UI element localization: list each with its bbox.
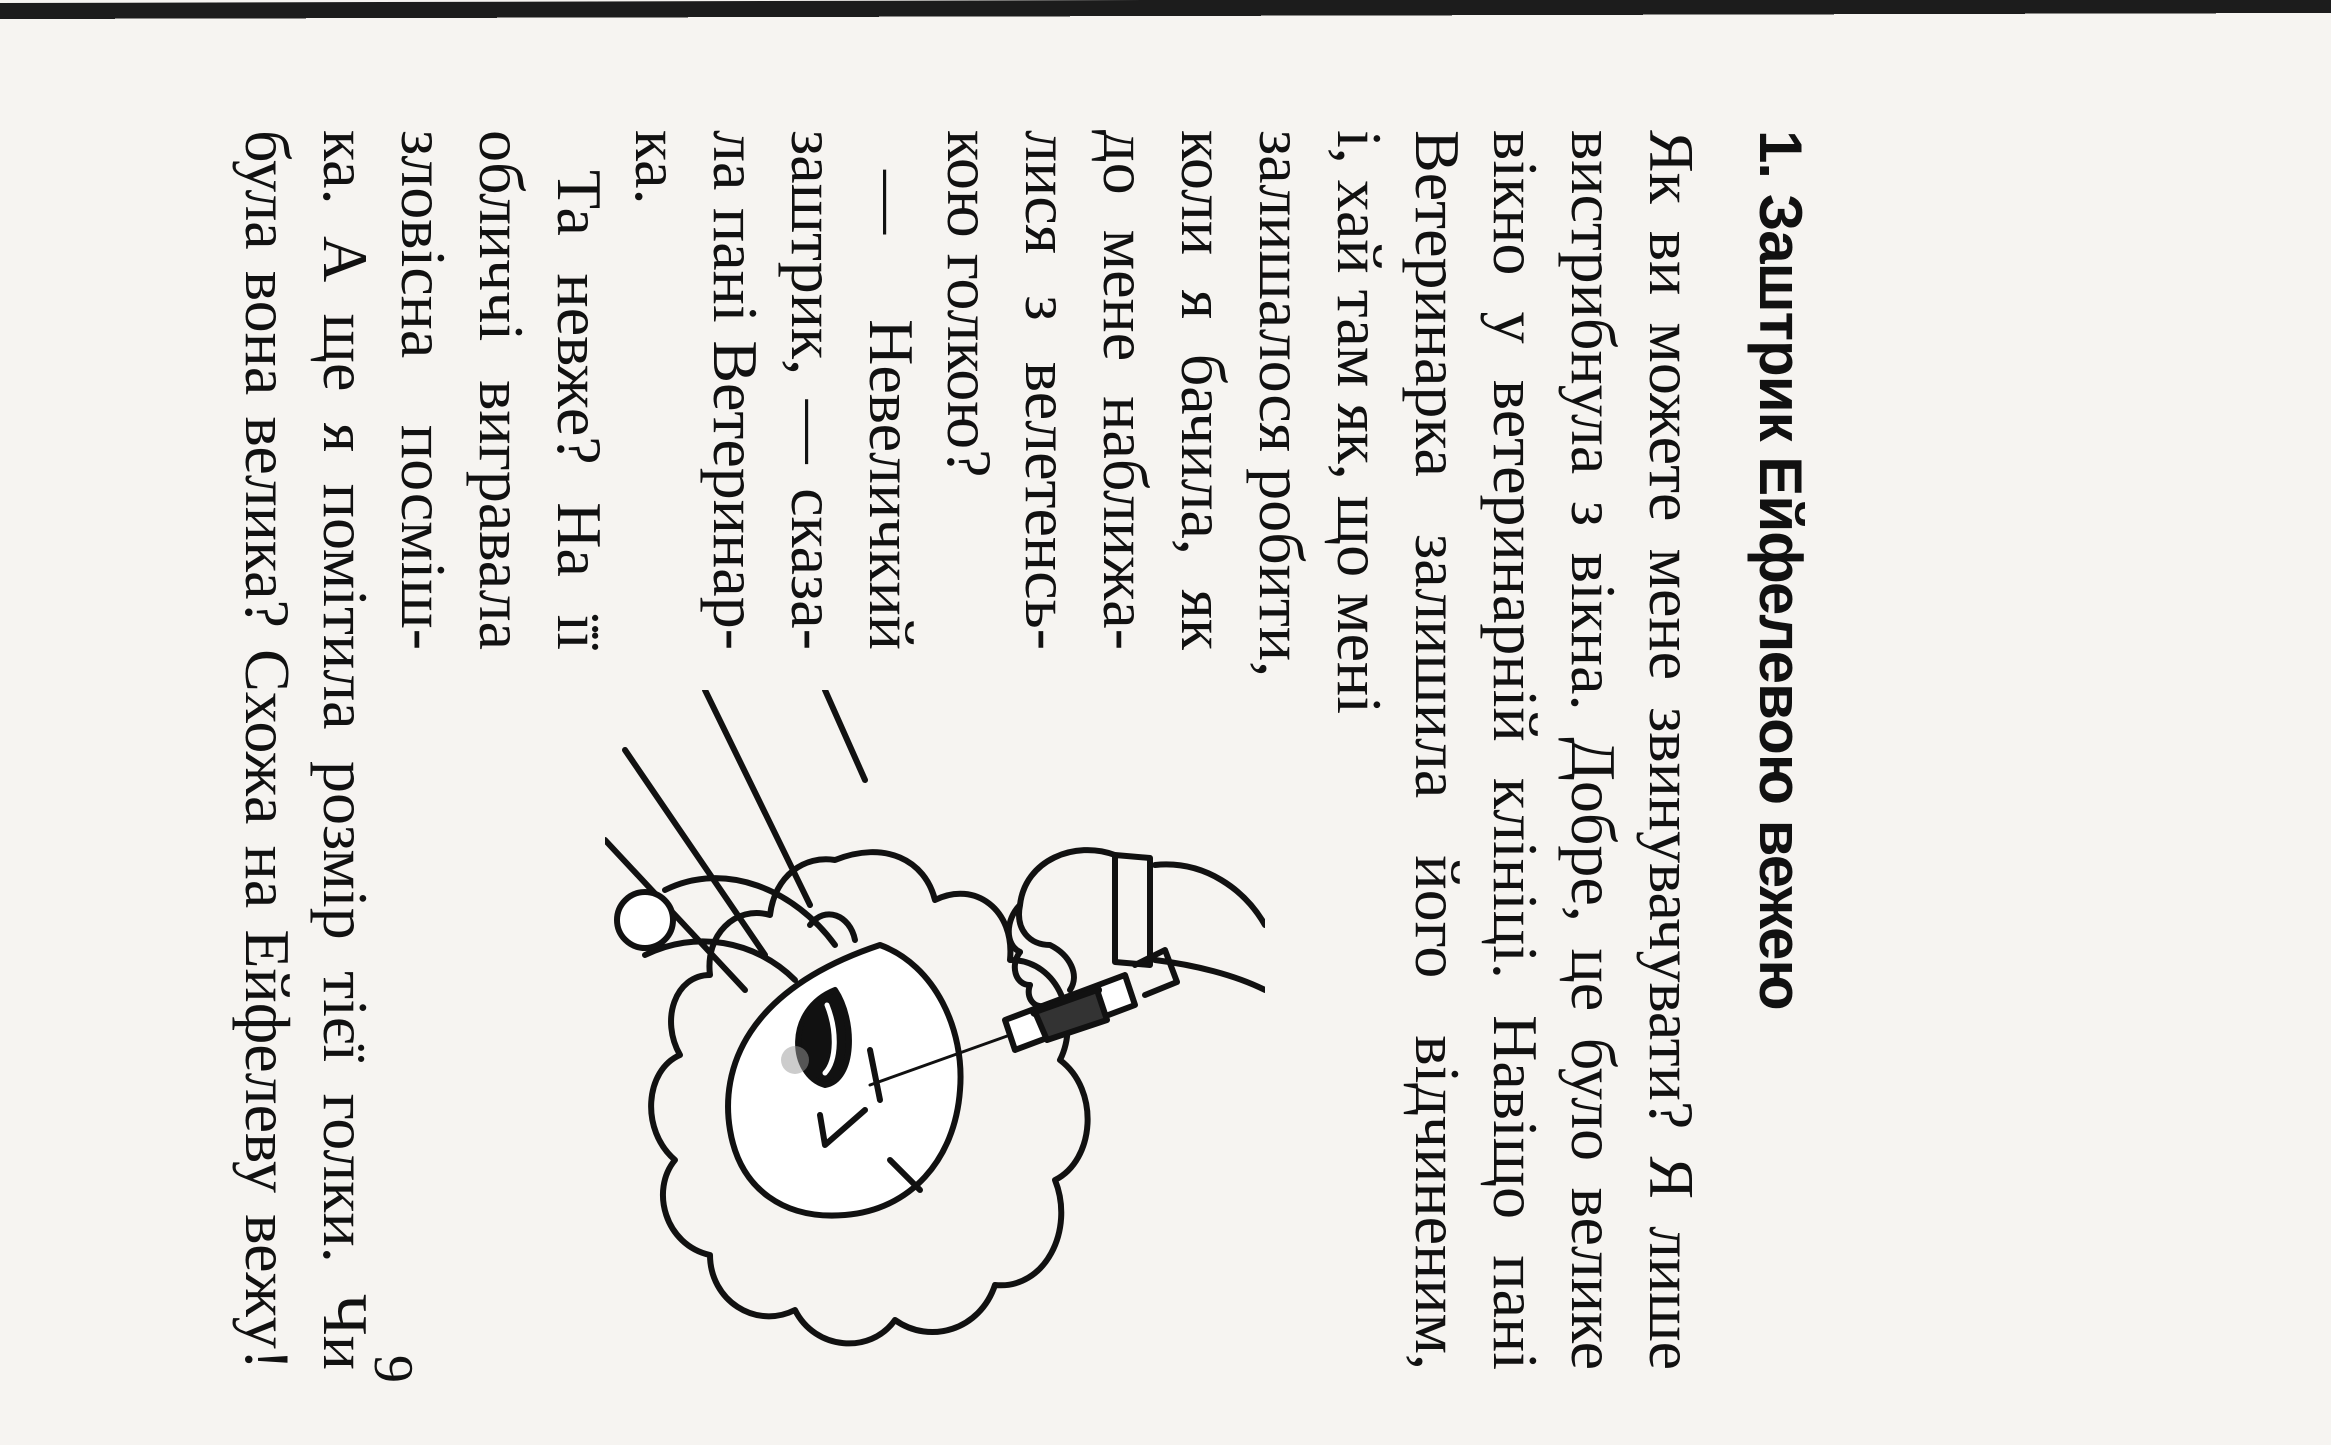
book-page [232, 130, 1820, 1390]
veterinarian-illustration [605, 690, 1265, 1390]
text-line: була вона велика? Схожа на Ейфелеву вежу! [232, 130, 303, 1370]
text-line: обличчі вигравала [466, 130, 537, 650]
text-line: вікно у ветеринарній клініці. Навіщо пані [1480, 130, 1551, 1370]
text-line: Та невже? На її [544, 170, 615, 650]
text-line: лися з велетенсь- [1012, 130, 1083, 650]
text-line: Як ви можете мене звинувачувати? Я лише [1636, 130, 1707, 1370]
text-line: коли я бачила, як [1168, 130, 1239, 650]
text-line: ка. [622, 130, 693, 205]
text-line: — Невеличкий [856, 170, 927, 650]
page-number: 9 [362, 1355, 424, 1383]
text-line: Ветеринарка залишила його відчиненим, [1402, 130, 1473, 1370]
text-line: ка. А ще я помітила розмір тієї голки. Чи [310, 130, 381, 1370]
scan-edge [0, 0, 2331, 63]
text-line: вистрибнула з вікна. Добре, це було велике [1558, 130, 1629, 1370]
chapter-title: 1. Заштрик Ейфелевою вежею [1747, 130, 1814, 1010]
text-line: залишалося робити, [1246, 130, 1317, 678]
text-line: і, хай там як, що мені [1324, 130, 1395, 714]
text-line: ла пані Ветеринар- [700, 130, 771, 650]
text-line: до мене наближа- [1090, 130, 1161, 650]
text-line: заштрик, — сказа- [778, 130, 849, 650]
text-line: кою голкою? [934, 130, 1005, 478]
text-line: зловісна посміш- [388, 130, 459, 650]
